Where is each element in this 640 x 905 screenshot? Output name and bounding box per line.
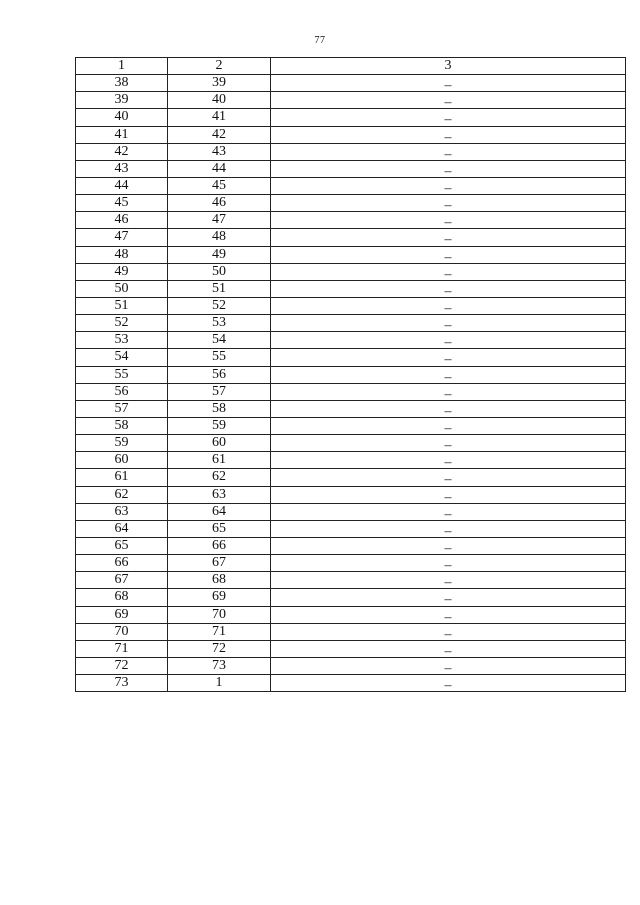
header-row bbox=[76, 58, 626, 75]
table-cell-col-1: 56 bbox=[76, 383, 168, 400]
table-cell-col-3 bbox=[271, 503, 626, 520]
table-cell-col-2: 47 bbox=[168, 212, 271, 229]
table-cell-col-3 bbox=[271, 349, 626, 366]
table-cell-col-1: 64 bbox=[76, 520, 168, 537]
table-cell-col-3 bbox=[271, 452, 626, 469]
dash-mark: – bbox=[444, 472, 452, 488]
data-table bbox=[75, 57, 626, 692]
table-cell-col-2: 66 bbox=[168, 537, 271, 554]
table-row bbox=[76, 657, 626, 674]
table-cell-col-2: 45 bbox=[168, 177, 271, 194]
table-cell-col-3 bbox=[271, 75, 626, 92]
table-cell-col-3 bbox=[271, 366, 626, 383]
table-cell-col-1: 73 bbox=[76, 675, 168, 692]
dash-mark: – bbox=[444, 181, 452, 197]
table-row bbox=[76, 435, 626, 452]
table-cell-col-3 bbox=[271, 486, 626, 503]
table-cell-col-3 bbox=[271, 520, 626, 537]
table-cell-col-3 bbox=[271, 212, 626, 229]
table-cell-col-3 bbox=[271, 675, 626, 692]
table-row bbox=[76, 640, 626, 657]
table-cell-col-1: 61 bbox=[76, 469, 168, 486]
table-cell-col-1: 58 bbox=[76, 417, 168, 434]
table-cell-col-2: 44 bbox=[168, 160, 271, 177]
table-cell-col-2: 70 bbox=[168, 606, 271, 623]
table-cell-col-3 bbox=[271, 280, 626, 297]
table-cell-col-1: 65 bbox=[76, 537, 168, 554]
table-cell-col-2: 40 bbox=[168, 92, 271, 109]
table-row bbox=[76, 572, 626, 589]
table-cell-col-2: 51 bbox=[168, 280, 271, 297]
table-cell-col-1: 47 bbox=[76, 229, 168, 246]
table-cell-col-2: 55 bbox=[168, 349, 271, 366]
table-row bbox=[76, 400, 626, 417]
table-cell-col-1: 70 bbox=[76, 623, 168, 640]
dash-mark: – bbox=[444, 369, 452, 385]
table-cell-col-3 bbox=[271, 417, 626, 437]
table-cell-col-1: 39 bbox=[76, 92, 168, 109]
table-cell-col-3 bbox=[271, 572, 626, 589]
table-row bbox=[76, 229, 626, 246]
table-cell-col-2: 49 bbox=[168, 246, 271, 263]
dash-mark: – bbox=[444, 438, 452, 454]
table-cell-col-1: 40 bbox=[76, 109, 168, 126]
table-cell-col-2: 57 bbox=[168, 383, 271, 400]
table-cell-col-3 bbox=[271, 623, 626, 640]
dash-mark: – bbox=[444, 249, 452, 265]
dash-mark: – bbox=[444, 78, 452, 94]
table-cell-col-3 bbox=[271, 92, 626, 109]
table-cell-col-3 bbox=[271, 297, 626, 317]
table-cell-col-3 bbox=[271, 332, 626, 349]
dash-mark: – bbox=[444, 215, 452, 231]
table-cell-col-3 bbox=[271, 160, 626, 177]
table-cell-col-2: 73 bbox=[168, 657, 271, 674]
table-header bbox=[76, 58, 626, 75]
table-cell-col-1: 46 bbox=[76, 212, 168, 229]
table-cell-col-2: 71 bbox=[168, 623, 271, 640]
table-cell-col-3 bbox=[271, 657, 626, 674]
table-row bbox=[76, 349, 626, 366]
dash-mark: – bbox=[444, 198, 452, 214]
table-row bbox=[76, 212, 626, 229]
table-row bbox=[76, 623, 626, 640]
table-cell-col-3 bbox=[271, 555, 626, 572]
dash-mark: – bbox=[444, 592, 452, 608]
table-row bbox=[76, 520, 626, 537]
table-row bbox=[76, 675, 626, 692]
column-header-3: 3 bbox=[271, 58, 626, 75]
table-cell-col-3 bbox=[271, 537, 626, 554]
table-cell-col-3 bbox=[271, 640, 626, 657]
table-row bbox=[76, 417, 626, 434]
table-cell-col-1: 53 bbox=[76, 332, 168, 349]
table-cell-col-1: 63 bbox=[76, 503, 168, 520]
table-row bbox=[76, 92, 626, 109]
table-cell-col-1: 52 bbox=[76, 315, 168, 332]
table-cell-col-1: 51 bbox=[76, 297, 168, 314]
table-cell-col-2: 50 bbox=[168, 263, 271, 280]
dash-mark: – bbox=[444, 643, 452, 659]
table-cell-col-1: 45 bbox=[76, 195, 168, 212]
table-cell-col-1: 38 bbox=[76, 75, 168, 92]
table-row bbox=[76, 280, 626, 297]
table-cell-col-2: 63 bbox=[168, 486, 271, 503]
table-row bbox=[76, 486, 626, 503]
table-row bbox=[76, 315, 626, 332]
table-cell-col-2: 60 bbox=[168, 435, 271, 452]
table-cell-col-1: 49 bbox=[76, 263, 168, 280]
dash-mark: – bbox=[444, 301, 452, 317]
table-row bbox=[76, 469, 626, 486]
table-cell-col-2: 56 bbox=[168, 366, 271, 383]
table-cell-col-2: 46 bbox=[168, 195, 271, 212]
table-cell-col-2: 62 bbox=[168, 469, 271, 486]
table-cell-col-2: 67 bbox=[168, 555, 271, 572]
table-cell-col-2: 65 bbox=[168, 520, 271, 537]
table-cell-col-1: 44 bbox=[76, 177, 168, 194]
dash-mark: – bbox=[444, 283, 452, 299]
table-row bbox=[76, 366, 626, 383]
table-cell-col-1: 62 bbox=[76, 486, 168, 503]
table-body bbox=[76, 75, 626, 692]
table-cell-col-2: 54 bbox=[168, 332, 271, 349]
table-cell-col-2: 42 bbox=[168, 126, 271, 143]
table-cell-col-3 bbox=[271, 469, 626, 486]
table-row bbox=[76, 452, 626, 469]
table-cell-col-2: 72 bbox=[168, 640, 271, 657]
table-row bbox=[76, 263, 626, 280]
table-cell-col-1: 50 bbox=[76, 280, 168, 297]
table-cell-col-3 bbox=[271, 177, 626, 197]
table-cell-col-1: 57 bbox=[76, 400, 168, 417]
table-row bbox=[76, 109, 626, 126]
table-cell-col-1: 42 bbox=[76, 143, 168, 160]
table-cell-col-1: 54 bbox=[76, 349, 168, 366]
table-row bbox=[76, 177, 626, 194]
dash-mark: – bbox=[444, 455, 452, 471]
table-cell-col-1: 71 bbox=[76, 640, 168, 657]
table-cell-col-2: 69 bbox=[168, 589, 271, 606]
dash-mark: – bbox=[444, 678, 452, 694]
table-cell-col-2: 41 bbox=[168, 109, 271, 126]
column-header-1: 1 bbox=[76, 58, 168, 75]
dash-mark: – bbox=[444, 129, 452, 145]
dash-mark: – bbox=[444, 403, 452, 419]
table-row bbox=[76, 75, 626, 92]
table-cell-col-2: 48 bbox=[168, 229, 271, 246]
table-cell-col-1: 69 bbox=[76, 606, 168, 623]
table-cell-col-3 bbox=[271, 315, 626, 332]
table-row bbox=[76, 246, 626, 263]
dash-mark: – bbox=[444, 232, 452, 248]
table-cell-col-3 bbox=[271, 606, 626, 623]
table-cell-col-3 bbox=[271, 229, 626, 246]
table-cell-col-1: 55 bbox=[76, 366, 168, 383]
table-row bbox=[76, 126, 626, 143]
table-row bbox=[76, 195, 626, 212]
table-cell-col-3 bbox=[271, 435, 626, 452]
table-cell-col-1: 60 bbox=[76, 452, 168, 469]
table-cell-col-1: 67 bbox=[76, 572, 168, 589]
table-cell-col-2: 39 bbox=[168, 75, 271, 92]
table-cell-col-1: 66 bbox=[76, 555, 168, 572]
page-number: 77 bbox=[314, 35, 326, 46]
dash-mark: – bbox=[444, 626, 452, 642]
table-cell-col-2: 1 bbox=[168, 675, 271, 692]
table-cell-col-2: 53 bbox=[168, 315, 271, 332]
table-row bbox=[76, 555, 626, 572]
dash-mark: – bbox=[444, 523, 452, 539]
table-cell-col-2: 59 bbox=[168, 417, 271, 434]
dash-mark: – bbox=[444, 95, 452, 111]
dash-mark: – bbox=[444, 163, 452, 179]
dash-mark: – bbox=[444, 575, 452, 591]
table-cell-col-3 bbox=[271, 143, 626, 160]
table-cell-col-2: 64 bbox=[168, 503, 271, 520]
table-row bbox=[76, 537, 626, 554]
table-cell-col-3 bbox=[271, 400, 626, 417]
table-cell-col-3 bbox=[271, 126, 626, 143]
dash-mark: – bbox=[444, 541, 452, 556]
dash-mark: – bbox=[444, 386, 452, 402]
table-cell-col-3 bbox=[271, 195, 626, 212]
table-cell-col-1: 59 bbox=[76, 435, 168, 452]
table-cell-col-2: 52 bbox=[168, 297, 271, 314]
table-row bbox=[76, 606, 626, 623]
table-cell-col-1: 68 bbox=[76, 589, 168, 606]
dash-mark: – bbox=[444, 489, 452, 505]
dash-mark: – bbox=[444, 112, 452, 128]
dash-mark: – bbox=[444, 421, 452, 437]
table-row bbox=[76, 383, 626, 400]
table-row bbox=[76, 503, 626, 520]
table-cell-col-1: 48 bbox=[76, 246, 168, 263]
dash-mark: – bbox=[444, 146, 452, 162]
table-row bbox=[76, 297, 626, 314]
dash-mark: – bbox=[444, 558, 452, 574]
table-cell-col-1: 41 bbox=[76, 126, 168, 143]
dash-mark: – bbox=[444, 335, 452, 351]
table-cell-col-2: 43 bbox=[168, 143, 271, 160]
dash-mark: – bbox=[444, 352, 452, 368]
dash-mark: – bbox=[444, 266, 452, 282]
dash-mark: – bbox=[444, 506, 452, 522]
dash-mark: – bbox=[444, 660, 452, 676]
table-cell-col-3 bbox=[271, 263, 626, 280]
table-cell-col-2: 68 bbox=[168, 572, 271, 589]
table-row bbox=[76, 589, 626, 606]
table-row bbox=[76, 332, 626, 349]
table-row bbox=[76, 143, 626, 160]
table-cell-col-2: 61 bbox=[168, 452, 271, 469]
table-cell-col-3 bbox=[271, 589, 626, 606]
column-header-2: 2 bbox=[168, 58, 271, 75]
table-row bbox=[76, 160, 626, 177]
table-cell-col-3 bbox=[271, 246, 626, 263]
table-cell-col-1: 72 bbox=[76, 657, 168, 674]
table-cell-col-3 bbox=[271, 109, 626, 126]
table-cell-col-1: 43 bbox=[76, 160, 168, 177]
table-cell-col-2: 58 bbox=[168, 400, 271, 417]
table-cell-col-3 bbox=[271, 383, 626, 400]
dash-mark: – bbox=[444, 318, 452, 334]
dash-mark: – bbox=[444, 609, 452, 625]
